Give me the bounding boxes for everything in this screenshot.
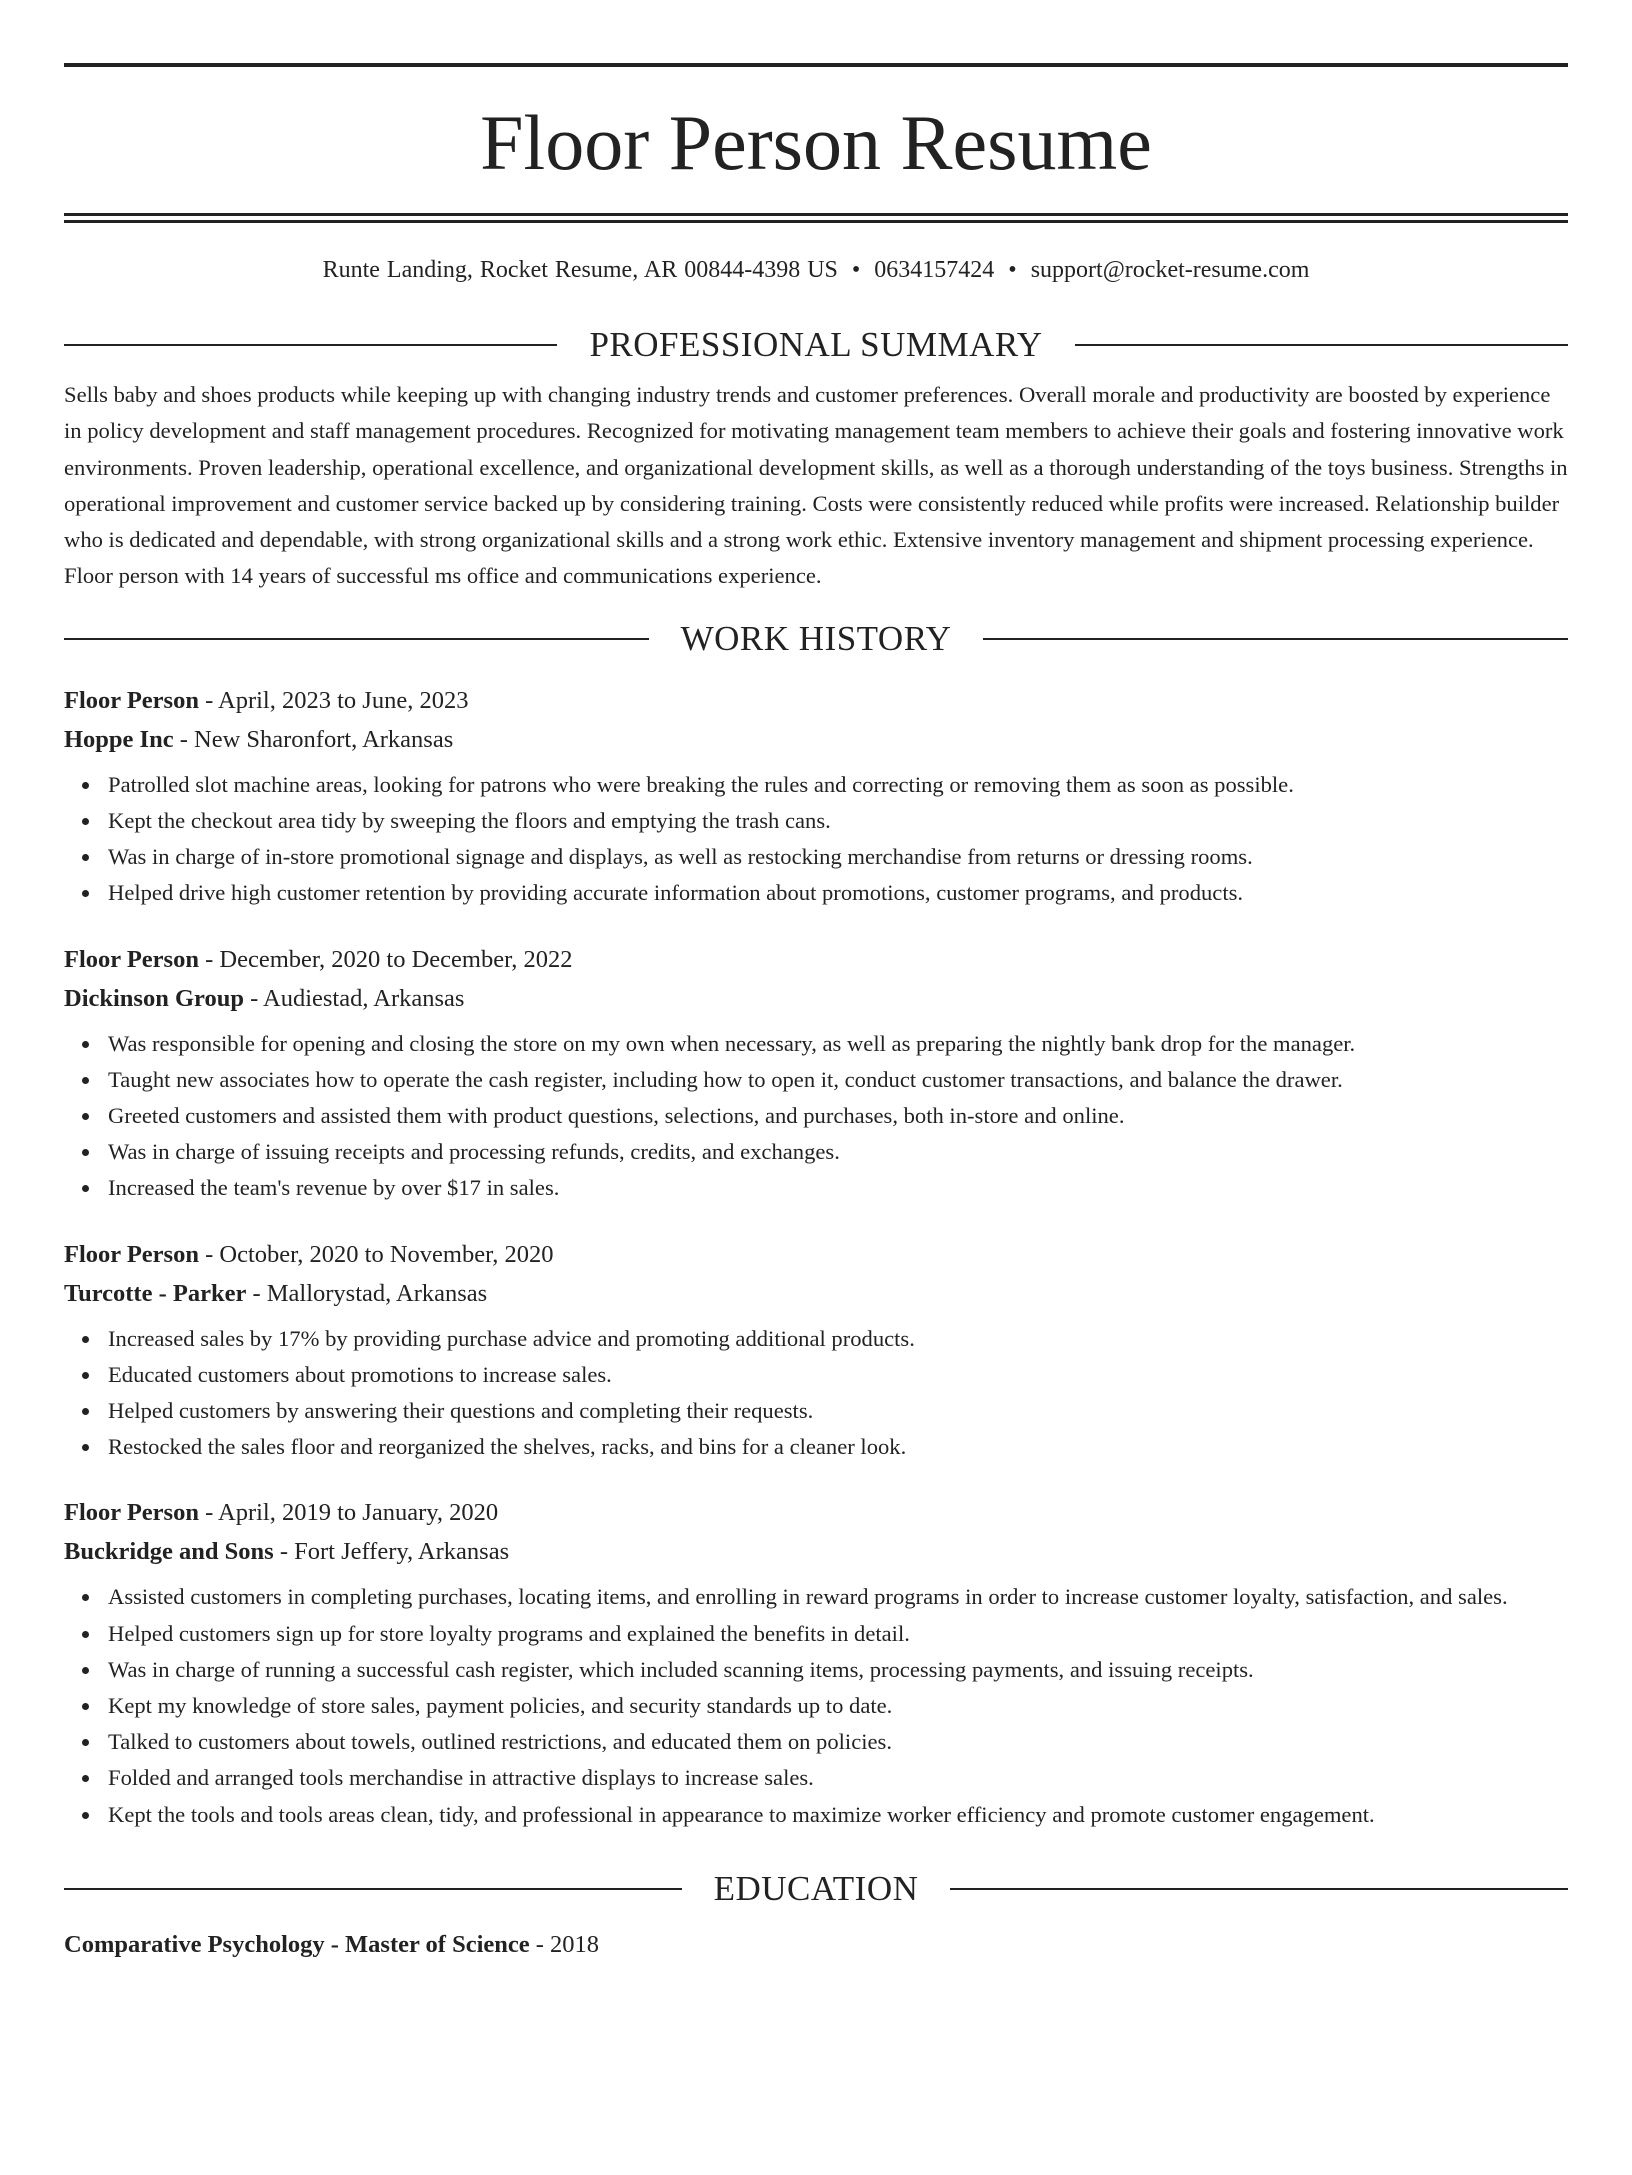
job-company: Turcotte - Parker <box>64 1279 247 1307</box>
job-bullet: Patrolled slot machine areas, looking for patrons who were breaking the rules and correcting or removing them as soon as possible. <box>108 767 1568 803</box>
job-location: - Mallorystad, Arkansas <box>246 1279 488 1307</box>
heading-rule-left <box>64 1888 682 1890</box>
job-title-line <box>64 940 1568 979</box>
job-company: Dickinson Group <box>64 984 244 1012</box>
job-bullet: Greeted customers and assisted them with product questions, selections, and purchases, both in-store and online. <box>108 1098 1568 1134</box>
resume-page <box>0 63 1632 2175</box>
job-title: Floor Person <box>64 945 199 973</box>
job-company-line <box>64 1532 1568 1571</box>
job-entry <box>64 940 1568 1207</box>
contact-email: support@rocket-resume.com <box>1030 257 1310 283</box>
title-double-rule <box>64 213 1568 223</box>
summary-text: Sells baby and shoes products while keeping up with changing industry trends and customer preferences. Overall morale and productivity are boosted by experience in policy development and staff management procedures. Recognized for motivating management team members to achieve their goals and fostering innovative work environments. Proven leadership, operational excellence, and organizational development skills, as well as a thorough understanding of the toys business. Strengths in operational improvement and customer service backed up by considering training. Costs were consistently reduced while profits were increased. Relationship builder who is dedicated and dependable, with strong organizational skills and a strong work ethic. Extensive inventory management and shipment processing experience. Floor person with 14 years of successful ms office and communications experience. <box>64 382 1568 589</box>
job-company-line <box>64 720 1568 759</box>
heading-rule-left <box>64 638 649 640</box>
contact-separator: • <box>851 257 861 283</box>
work-history-heading-label: WORK HISTORY <box>680 618 952 658</box>
job-title: Floor Person <box>64 686 199 714</box>
page-title: Floor Person Resume <box>480 99 1152 186</box>
job-dates: - October, 2020 to November, 2020 <box>198 1240 554 1268</box>
contact-phone: 0634157424 <box>874 257 995 283</box>
job-bullet: Taught new associates how to operate the cash register, including how to open it, conduct customer transactions, and balance the drawer. <box>108 1062 1568 1098</box>
job-bullet: Restocked the sales floor and reorganized the shelves, racks, and bins for a cleaner look. <box>108 1429 1568 1465</box>
heading-rule-right <box>950 1888 1568 1890</box>
job-title: Floor Person <box>64 1240 199 1268</box>
job-bullet: Was responsible for opening and closing the store on my own when necessary, as well as preparing the nightly bank drop for the manager. <box>108 1026 1568 1062</box>
job-bullet: Was in charge of running a successful cash register, which included scanning items, processing payments, and issuing receipts. <box>108 1652 1568 1688</box>
job-bullet: Kept the tools and tools areas clean, tidy, and professional in appearance to maximize worker efficiency and promote customer engagement. <box>108 1797 1568 1833</box>
heading-rule-right <box>1075 344 1568 346</box>
job-bullet: Folded and arranged tools merchandise in attractive displays to increase sales. <box>108 1760 1568 1796</box>
job-entry <box>64 1493 1568 1832</box>
job-title: Floor Person <box>64 1499 199 1527</box>
job-company: Hoppe Inc <box>64 725 174 753</box>
heading-rule-left <box>64 344 557 346</box>
job-bullet: Was in charge of in-store promotional signage and displays, as well as restocking merchandise from returns or dressing rooms. <box>108 839 1568 875</box>
job-bullet: Kept the checkout area tidy by sweeping the floors and emptying the trash cans. <box>108 803 1568 839</box>
summary-heading <box>64 325 1568 365</box>
education-entry <box>64 1927 1568 1963</box>
job-bullet-list <box>64 1579 1568 1832</box>
contact-line <box>64 253 1568 287</box>
heading-rule-right <box>983 638 1568 640</box>
job-bullet: Kept my knowledge of store sales, payment policies, and security standards up to date. <box>108 1688 1568 1724</box>
work-history-heading <box>64 619 1568 659</box>
education-heading <box>64 1869 1568 1909</box>
job-bullet-list <box>64 1026 1568 1207</box>
job-title-line <box>64 1493 1568 1532</box>
job-company-line <box>64 979 1568 1018</box>
job-bullet-list <box>64 767 1568 912</box>
job-title-line <box>64 1235 1568 1274</box>
job-list <box>64 681 1568 1833</box>
job-bullet-list <box>64 1321 1568 1466</box>
job-entry <box>64 681 1568 912</box>
top-rule <box>64 63 1568 67</box>
job-bullet: Helped drive high customer retention by providing accurate information about promotions, customer programs, and products. <box>108 875 1568 911</box>
job-bullet: Educated customers about promotions to increase sales. <box>108 1357 1568 1393</box>
job-bullet: Increased the team's revenue by over $17 in sales. <box>108 1170 1568 1206</box>
job-bullet: Increased sales by 17% by providing purchase advice and promoting additional products. <box>108 1321 1568 1357</box>
job-dates: - December, 2020 to December, 2022 <box>198 945 573 973</box>
job-entry <box>64 1235 1568 1466</box>
job-location: - Fort Jeffery, Arkansas <box>273 1538 510 1566</box>
job-location: - New Sharonfort, Arkansas <box>173 725 454 753</box>
job-bullet: Helped customers by answering their questions and completing their requests. <box>108 1393 1568 1429</box>
job-bullet: Was in charge of issuing receipts and processing refunds, credits, and exchanges. <box>108 1134 1568 1170</box>
education-year: - 2018 <box>529 1930 600 1958</box>
job-bullet: Helped customers sign up for store loyalty programs and explained the benefits in detail. <box>108 1616 1568 1652</box>
job-bullet: Assisted customers in completing purchases, locating items, and enrolling in reward programs in order to increase customer loyalty, satisfaction, and sales. <box>108 1579 1568 1615</box>
job-dates: - April, 2019 to January, 2020 <box>198 1499 499 1527</box>
education-degree: Comparative Psychology - Master of Science <box>64 1930 530 1958</box>
job-title-line <box>64 681 1568 720</box>
contact-address: Runte Landing, Rocket Resume, AR 00844-4398 US <box>322 257 838 283</box>
job-company-line <box>64 1274 1568 1313</box>
job-location: - Audiestad, Arkansas <box>243 984 465 1012</box>
summary-heading-label: PROFESSIONAL SUMMARY <box>589 325 1043 364</box>
contact-separator: • <box>1008 257 1017 283</box>
job-bullet: Talked to customers about towels, outlined restrictions, and educated them on policies. <box>108 1724 1568 1760</box>
education-heading-label: EDUCATION <box>713 1868 919 1908</box>
job-dates: - April, 2023 to June, 2023 <box>198 686 469 714</box>
job-company: Buckridge and Sons <box>64 1538 274 1566</box>
